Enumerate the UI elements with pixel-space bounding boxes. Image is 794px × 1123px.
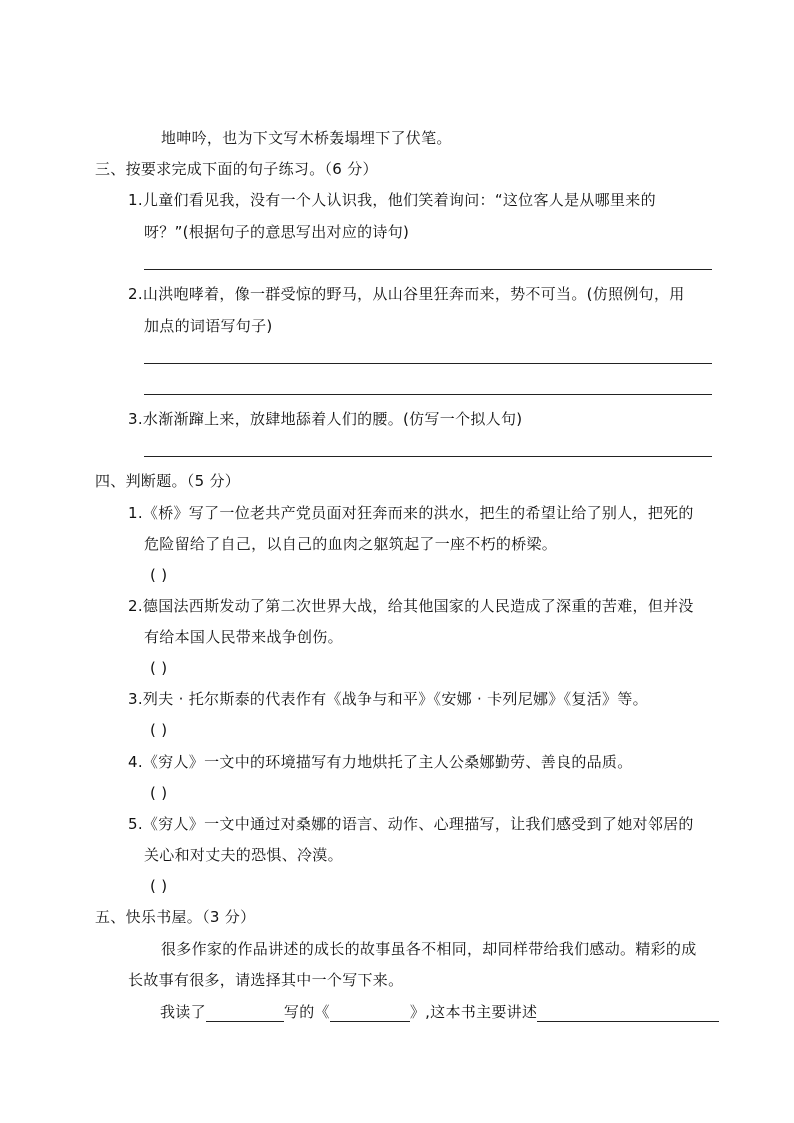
s4-q5-line1: 5.《穷人》一文中通过对桑娜的语言、动作、心理描写，让我们感受到了她对邻居的 [128, 815, 694, 833]
s3-q2-answer-line-1[interactable] [144, 363, 712, 364]
s3-q2-line1: 2.山洪咆哮着，像一群受惊的野马，从山谷里狂奔而来，势不可当。(仿照例句，用 [128, 285, 685, 303]
s4-q2-line1: 2.德国法西斯发动了第二次世界大战，给其他国家的人民造成了深重的苦难，但并没 [128, 597, 694, 615]
s4-q3-line1: 3.列夫 · 托尔斯泰的代表作有《战争与和平》《安娜 · 卡列尼娜》《复活》等。 [128, 690, 648, 708]
s4-q4-line1: 4.《穷人》一文中的环境描写有力地烘托了主人公桑娜勤劳、善良的品质。 [128, 753, 633, 771]
s5-fill-part3: 》,这本书主要讲述 [409, 1003, 538, 1021]
s5-fill-part1: 我读了 [160, 1003, 206, 1021]
s5-summary-blank[interactable] [537, 1005, 719, 1022]
s3-q1-line2: 呀？”(根据句子的意思写出对应的诗句) [144, 223, 410, 241]
s4-q1-answer-paren[interactable]: ( ) [150, 566, 168, 584]
s4-q1-line1: 1.《桥》写了一位老共产党员面对狂奔而来的洪水，把生的希望让给了别人，把死的 [128, 504, 694, 522]
s3-q3-line1: 3.水渐渐蹿上来，放肆地舔着人们的腰。(仿写一个拟人句) [128, 410, 523, 428]
s5-fill-line [160, 1002, 719, 1022]
s4-q2-answer-paren[interactable]: ( ) [150, 659, 168, 677]
s4-q1-line2: 危险留给了自己，以自己的血肉之躯筑起了一座不朽的桥梁。 [144, 535, 558, 553]
s5-para-line2: 长故事有很多，请选择其中一个写下来。 [128, 971, 404, 989]
section3-heading: 三、按要求完成下面的句子练习。（6 分） [95, 160, 378, 178]
s5-fill-part2: 写的《 [283, 1003, 330, 1021]
s3-q2-answer-line-2[interactable] [144, 394, 712, 395]
s5-para-line1: 很多作家的作品讲述的成长的故事虽各不相同，却同样带给我们感动。精彩的成 [161, 940, 697, 958]
s4-q5-answer-paren[interactable]: ( ) [150, 877, 168, 895]
s4-q5-line2: 关心和对丈夫的恐惧、冷漠。 [144, 846, 343, 864]
intro-line: 地呻吟，也为下文写木桥轰塌埋下了伏笔。 [161, 129, 452, 147]
s3-q2-line2: 加点的词语写句子) [144, 317, 273, 335]
s3-q3-answer-line[interactable] [144, 456, 712, 457]
s3-q1-line1: 1.儿童们看见我，没有一个人认识我，他们笑着询问：“这位客人是从哪里来的 [128, 191, 656, 209]
s3-q1-answer-line[interactable] [144, 269, 712, 270]
s5-author-blank[interactable] [206, 1005, 284, 1022]
section5-heading: 五、快乐书屋。（3 分） [95, 908, 256, 926]
s4-q4-answer-paren[interactable]: ( ) [150, 784, 168, 802]
s4-q3-answer-paren[interactable]: ( ) [150, 721, 168, 739]
s5-book-title-blank[interactable] [330, 1005, 410, 1022]
s4-q2-line2: 有给本国人民带来战争创伤。 [144, 628, 343, 646]
section4-heading: 四、判断题。（5 分） [95, 472, 241, 490]
